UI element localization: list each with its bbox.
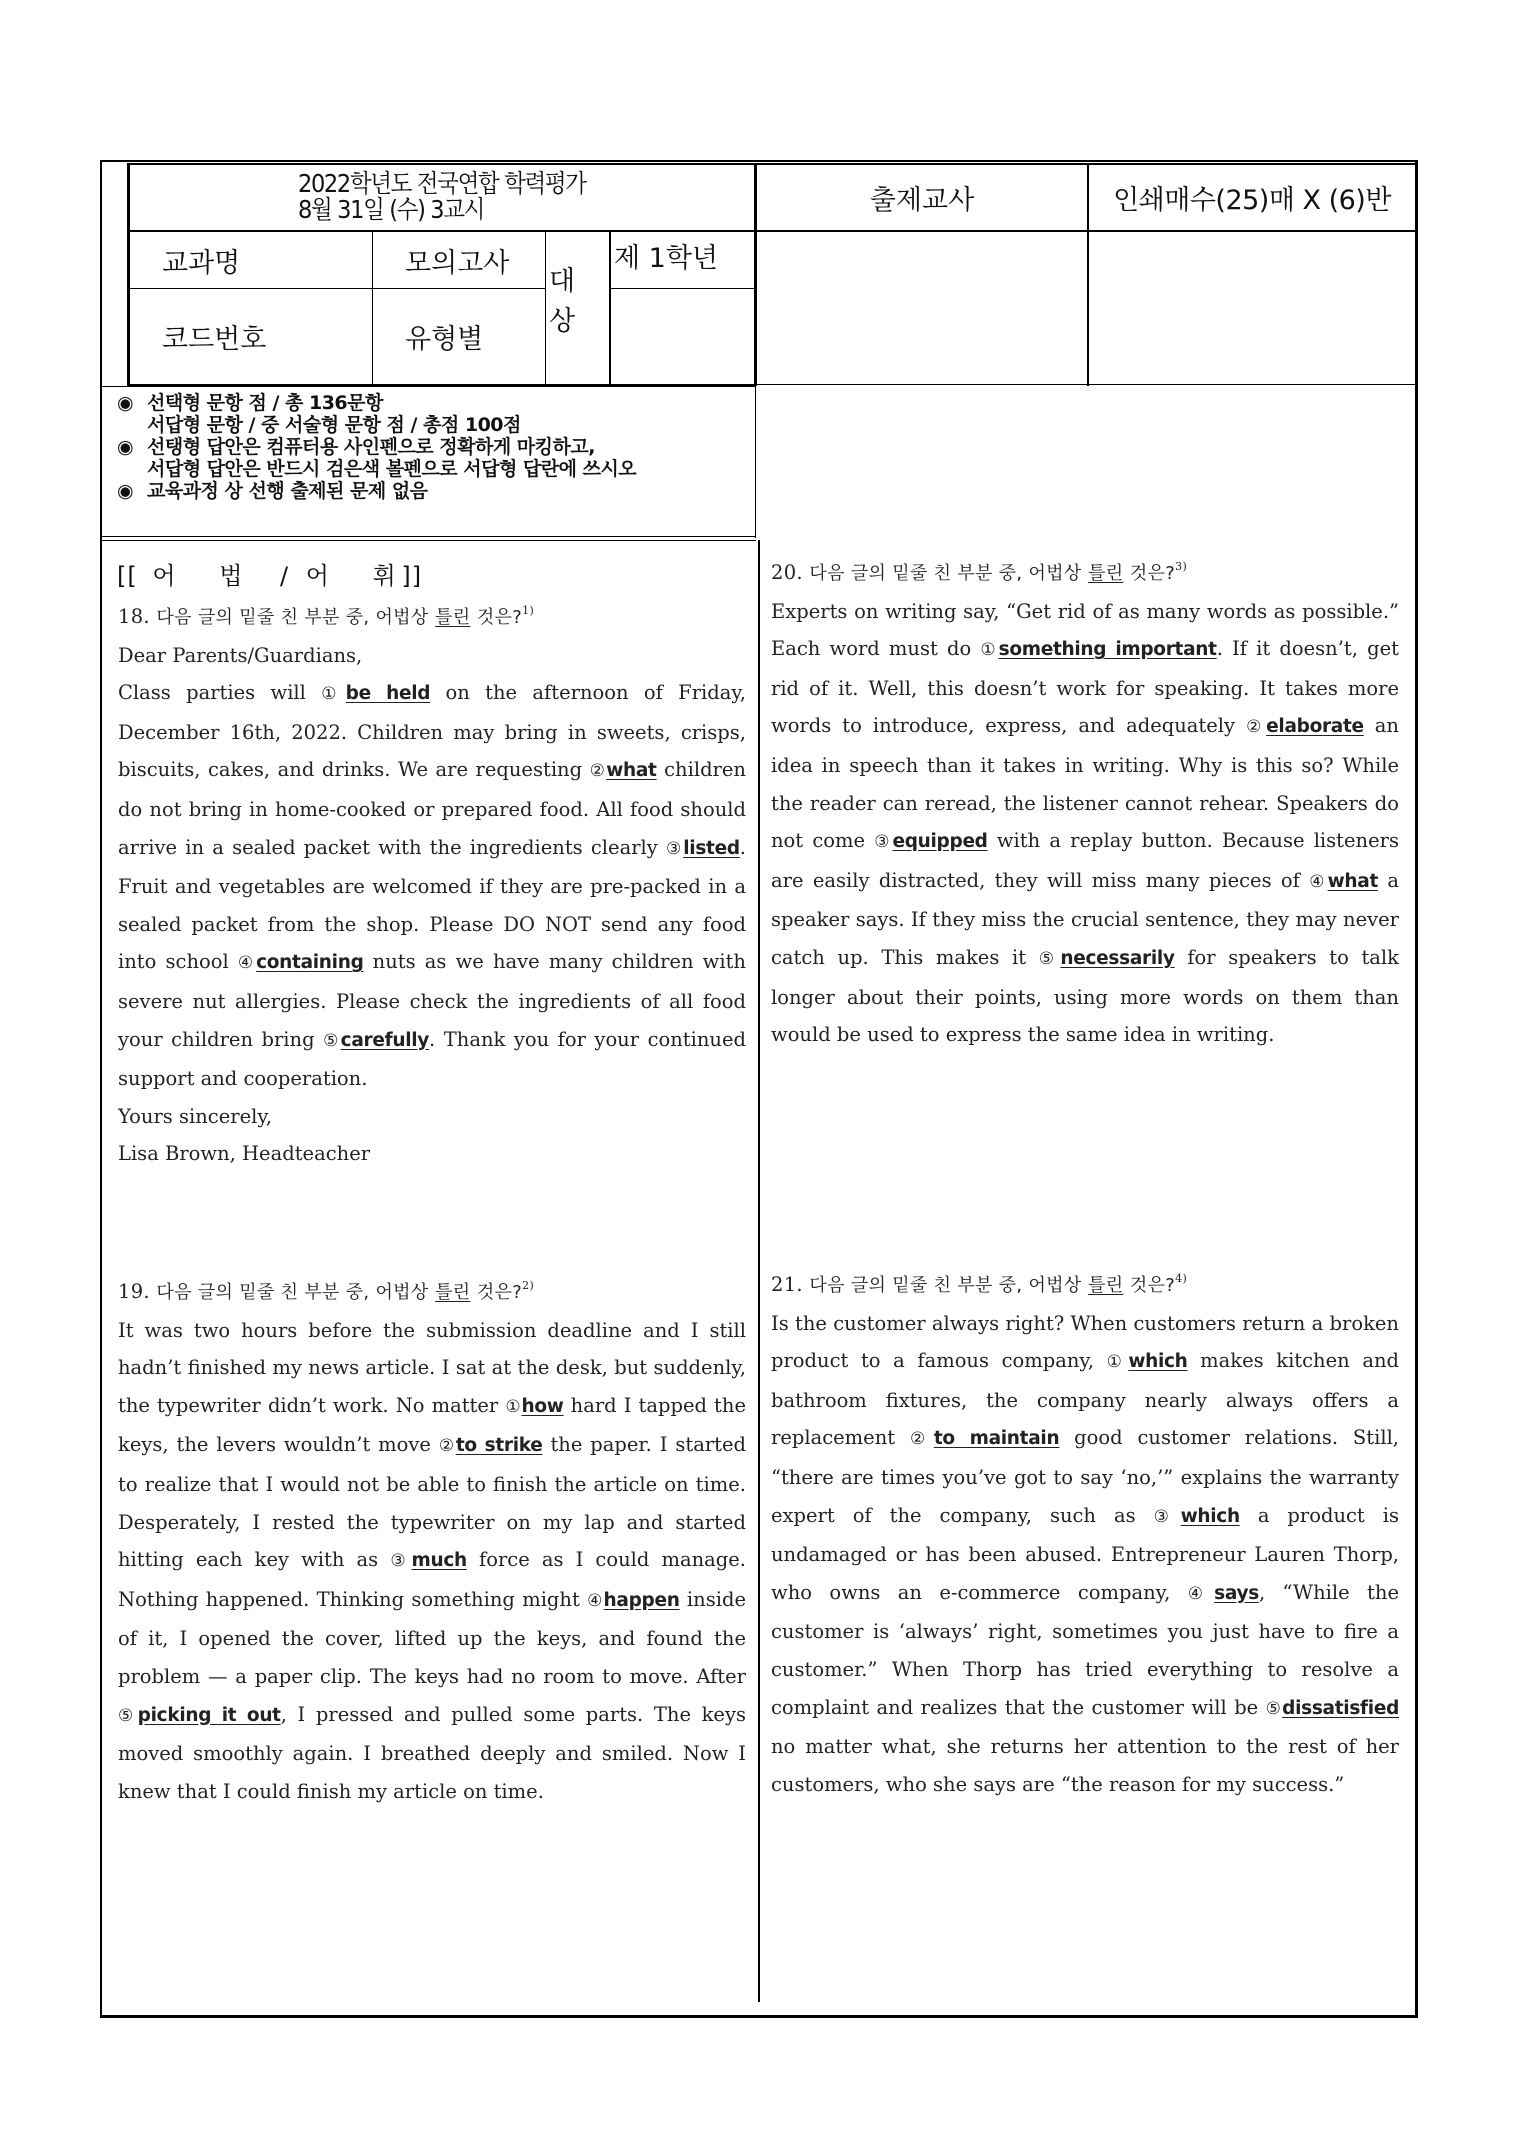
passage-text: a product is undamaged or has been abused. Entrepreneur Lauren Thorp, who owns an e-commerce company,	[771, 1503, 1399, 1604]
passage-text: an idea in speech than it takes in writing. Why is this so? While the reader can reread, the listener cannot rehear. Speakers do not come	[771, 714, 1399, 853]
question-19	[118, 1273, 746, 1810]
choice-number: ②	[438, 1436, 456, 1457]
question-prompt: 21. 다음 글의 밑줄 친 부분 중, 어법상 틀린 것은?$^{4)}$	[771, 1272, 1188, 1296]
underlined-choice: carefully	[340, 1029, 430, 1051]
choice-number: ④	[587, 1590, 604, 1611]
passage	[118, 1312, 746, 1811]
passage-text: inside of it, I opened the cover, lifted up the keys, and found the problem — a paper clip. The keys had no room to move. After	[118, 1587, 746, 1688]
underlined-choice: says	[1214, 1582, 1259, 1604]
radio-bullet-icon: ◉	[117, 480, 134, 502]
passage-text: nuts as we have many children with severe nut allergies. Please check the ingredients of all food your children bring	[118, 950, 746, 1051]
passage	[771, 593, 1399, 1054]
underlined-choice: something important	[998, 639, 1217, 661]
grade-row-rule	[610, 288, 755, 289]
passage-text: with a replay button. Because listeners are easily distracted, they will miss many pieces of	[771, 829, 1399, 892]
instructions-box	[117, 392, 753, 502]
passage-text: . Thank you for your continued support and cooperation.	[118, 1027, 747, 1091]
underlined-choice: how	[521, 1395, 564, 1417]
column-divider	[758, 540, 760, 2002]
underlined-choice: containing	[256, 952, 364, 974]
salutation: Dear Parents/Guardians,	[118, 643, 363, 667]
teacher-value-cell[interactable]	[757, 232, 1087, 384]
print-value-cell[interactable]	[1089, 232, 1415, 384]
subject-value: 모의고사	[405, 247, 510, 279]
choice-number: ⑤	[323, 1030, 341, 1051]
footnote-ref: 4)	[1175, 1272, 1188, 1285]
choice-number: ②	[909, 1429, 934, 1450]
passage	[118, 674, 746, 1098]
passage-text: a speaker says. If they miss the crucial sentence, they may never catch up. This makes it	[771, 868, 1399, 969]
choice-number: ③	[390, 1551, 412, 1572]
question-prompt: 20. 다음 글의 밑줄 친 부분 중, 어법상 틀린 것은?$^{3)}$	[771, 560, 1188, 584]
grade-value-blank[interactable]	[611, 290, 754, 384]
underlined-choice: which	[1128, 1351, 1188, 1373]
passage-text: children do not bring in home-cooked or prepared food. All food should arrive in a sealed packet with the ingredients clearly	[118, 758, 746, 859]
code-value: 유형별	[405, 324, 484, 355]
underlined-choice: equipped	[892, 831, 988, 853]
passage-text: for speakers to talk longer about their points, using more words on them than would be used to express the same idea in writing.	[771, 945, 1399, 1047]
code-label: 코드번호	[162, 324, 267, 355]
choice-number: ④	[237, 953, 257, 974]
choice-number: ⑤	[118, 1705, 138, 1726]
frame-top	[100, 160, 1418, 162]
choice-number: ②	[589, 761, 607, 782]
signature: Lisa Brown, Headteacher	[118, 1142, 371, 1166]
underlined-choice: picking it out	[137, 1704, 281, 1726]
passage-text: Is the customer always right? When customers return a broken product to a famous company,	[771, 1311, 1399, 1373]
choice-number: ③	[874, 832, 893, 853]
choice-number: ⑤	[1038, 948, 1061, 969]
passage-text: . Fruit and vegetables are welcomed if they are pre-packed in a sealed packet from the shop. Please DO NOT send any food into school	[118, 835, 746, 974]
instruction-item: ◉ 교육과정 상 선행 출제된 문제 없음	[117, 480, 428, 502]
underlined-choice: listed	[683, 837, 740, 859]
exam-title-cell	[130, 163, 754, 230]
underlined-choice: much	[411, 1550, 467, 1572]
underlined-choice: what	[1327, 870, 1379, 892]
passage-text: force as I could manage. Nothing happened. Thinking something might	[118, 1548, 746, 1611]
exam-title-line1: 2022학년도 전국연합 학력평가	[298, 168, 586, 198]
passage	[771, 1305, 1399, 1804]
underlined-choice: dissatisfied	[1282, 1697, 1400, 1719]
question-20	[771, 554, 1399, 1054]
passage-text: Experts on writing say, “Get rid of as many words as possible.” Each word must do	[771, 599, 1399, 661]
underlined-choice: be held	[345, 683, 431, 705]
header-right-bottom-rule	[755, 384, 1417, 385]
choice-number: ①	[980, 640, 999, 661]
frame-left	[100, 160, 102, 2018]
instruction-item: ◉ 선탱형 답안은 컴퓨터용 사인펜으로 정확하게 마킹하고, 서답형 답안은 반드시 검은색 볼펜으로 서답형 답란에 쓰시오	[117, 436, 637, 480]
question-prompt: 18. 다음 글의 밑줄 친 부분 중, 어법상 틀린 것은?$^{1)}$	[118, 604, 535, 628]
frame-right	[1415, 160, 1418, 2018]
print-count-label: 인쇄매수(25)매 X (6)반	[1113, 185, 1391, 216]
question-21	[771, 1266, 1399, 1803]
radio-bullet-icon: ◉	[117, 436, 134, 458]
instr-bottom-rule-1	[100, 536, 756, 537]
choice-number: ③	[666, 838, 684, 859]
passage-text: hard I tapped the keys, the levers wouldn’t move	[118, 1393, 746, 1457]
passage-text: Class parties will	[118, 681, 322, 705]
radio-bullet-icon: ◉	[117, 392, 134, 414]
footnote-ref: 1)	[522, 604, 535, 617]
col-rule-2	[545, 230, 546, 386]
underlined-choice: what	[606, 760, 657, 782]
passage-text: makes kitchen and bathroom fixtures, the company nearly always offers a replacement	[771, 1349, 1399, 1450]
footnote-ref: 2)	[522, 1279, 535, 1292]
underlined-choice: happen	[603, 1589, 680, 1611]
col-rule-1	[372, 230, 373, 386]
instr-right-rule	[755, 386, 756, 538]
choice-number: ②	[1246, 717, 1267, 738]
target-label: 대 상	[549, 266, 576, 337]
passage-text: , I pressed and pulled some parts. The keys moved smoothly again. I breathed deeply and smiled. Now I knew that I could finish my article on time.	[118, 1702, 746, 1803]
question-18	[118, 598, 746, 1173]
frame-bottom	[100, 2015, 1418, 2018]
underlined-choice: to maintain	[933, 1428, 1060, 1450]
teacher-label: 출제교사	[869, 185, 975, 216]
underlined-choice: which	[1180, 1505, 1240, 1527]
choice-number: ①	[1106, 1352, 1129, 1373]
underlined-choice: necessarily	[1060, 947, 1175, 969]
passage-text: good customer relations. Still, “there are times you’ve got to say ‘no,’” explains the warranty expert of the company, such as	[771, 1426, 1400, 1527]
footnote-ref: 3)	[1175, 560, 1188, 573]
passage-text: no matter what, she returns her attention to the rest of her customers, who she says are “the reason for my success.”	[771, 1735, 1399, 1796]
choice-number: ⑤	[1265, 1698, 1283, 1719]
instruction-item: ◉ 선택형 문항 점 / 총 136문항 서답형 문항 / 중 서술형 문항 점 / 총점 100점	[117, 392, 521, 436]
underlined-choice: elaborate	[1266, 716, 1364, 738]
passage-text: , “While the customer is ‘always’ right, sometimes you just have to fire a customer.” When Thorp has tried everything to resolve a complaint and realizes that the customer will be	[771, 1580, 1399, 1719]
passage-text: on the afternoon of Friday, December 16th, 2022. Children may bring in sweets, crisps, biscuits, cakes, and drinks. We are requesting	[118, 681, 747, 782]
choice-number: ④	[1187, 1583, 1215, 1604]
passage-text: . If it doesn’t, get rid of it. Well, this doesn’t work for speaking. It takes more words to introduce, express, and adequately	[771, 637, 1399, 738]
passage-text: the paper. I started to realize that I would not be able to finish the article on time. Desperately, I rested the typewriter on my lap and started hitting each key with as	[118, 1433, 747, 1572]
instr-bottom-rule-2	[100, 540, 756, 541]
header-lower-rule	[100, 386, 128, 387]
passage-text: It was two hours before the submission deadline and I still hadn’t finished my news article. I sat at the desk, but suddenly, the typewriter didn’t work. No matter	[118, 1318, 746, 1417]
closing: Yours sincerely,	[118, 1104, 272, 1128]
underlined-choice: to strike	[455, 1435, 543, 1457]
choice-number: ③	[1153, 1506, 1181, 1527]
header-bottom-rule	[128, 384, 755, 387]
subject-label: 교과명	[162, 247, 241, 279]
question-prompt: 19. 다음 글의 밑줄 친 부분 중, 어법상 틀린 것은?$^{2)}$	[118, 1279, 535, 1303]
choice-number: ①	[321, 684, 346, 705]
exam-title-line2: 8월 31일 (수) 3교시	[298, 194, 485, 224]
choice-number: ①	[505, 1396, 522, 1417]
grade-value: 제 1학년	[614, 243, 719, 274]
section-title: [[ 어 법 / 어 휘 ]]	[117, 562, 423, 590]
choice-number: ④	[1309, 871, 1328, 892]
